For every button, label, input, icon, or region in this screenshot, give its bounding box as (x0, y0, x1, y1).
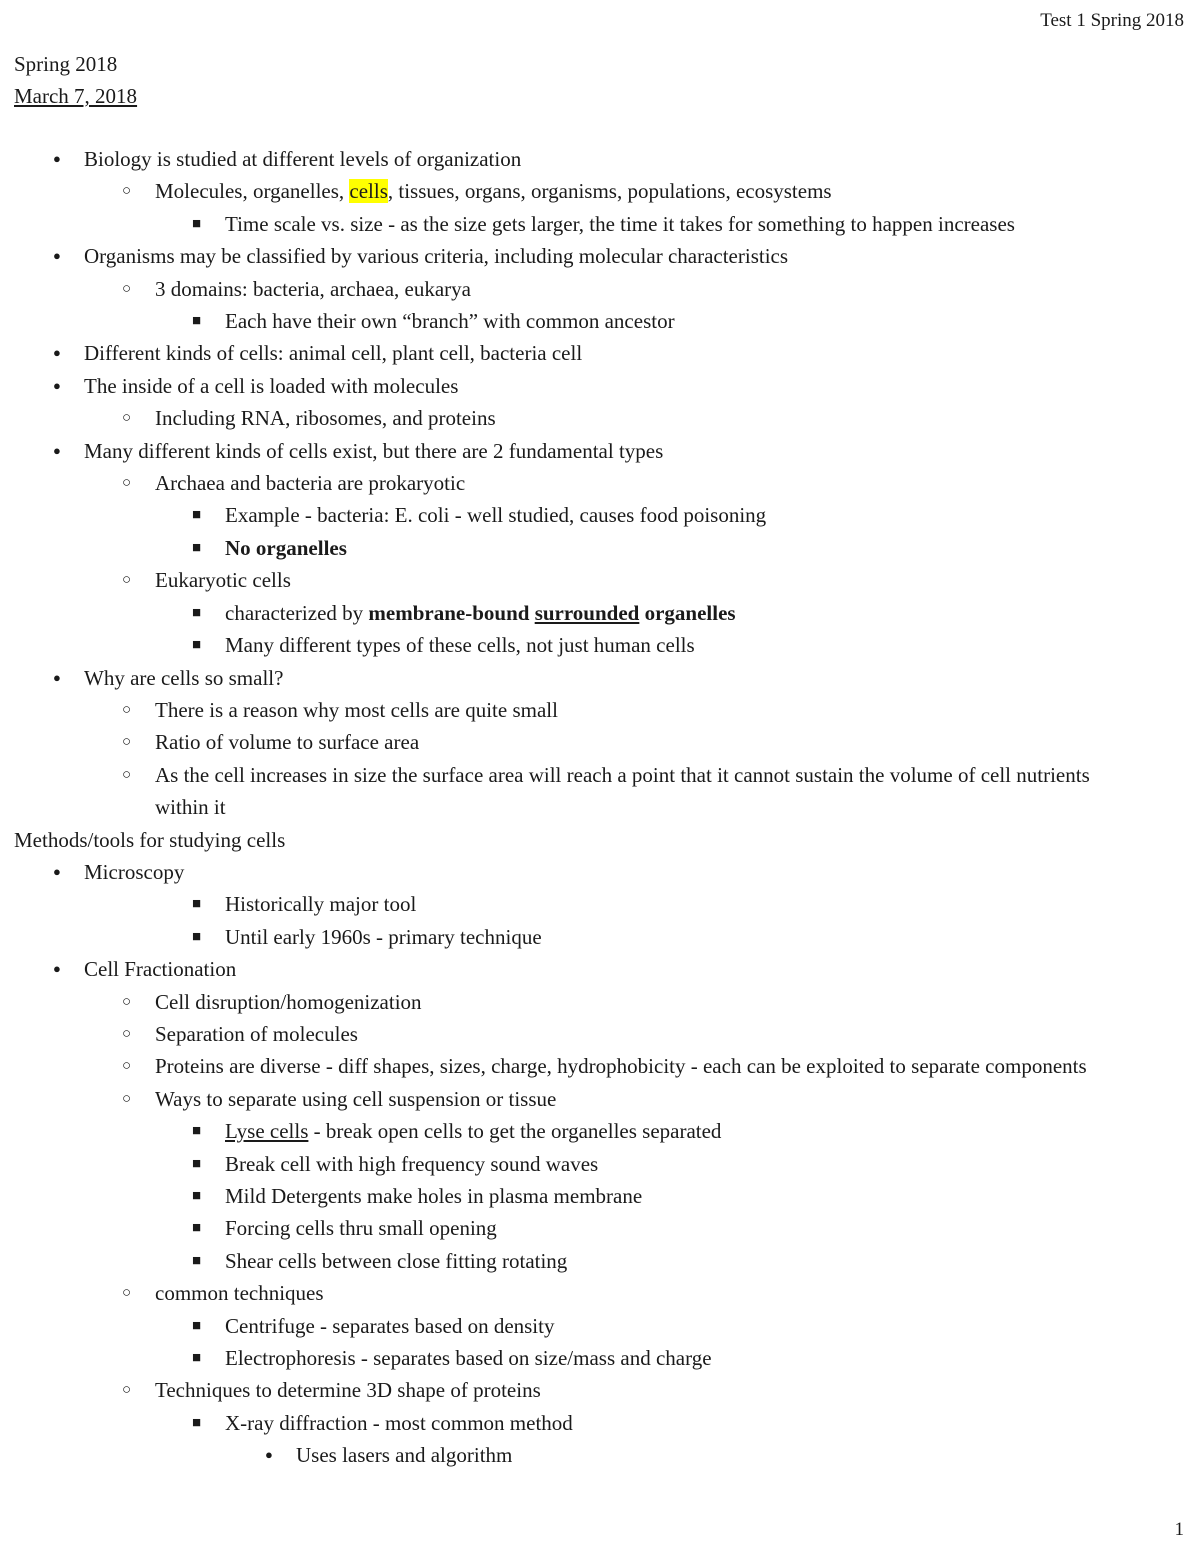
list-item-text: Different kinds of cells: animal cell, plant cell, bacteria cell (84, 341, 583, 366)
list-item (0, 435, 1200, 467)
text-run: Molecules, organelles, (155, 179, 350, 204)
list-item (0, 370, 1200, 402)
list-item (0, 273, 1200, 305)
underlined-term: Lyse cells (225, 1119, 309, 1144)
list-item-text: Biology is studied at different levels of organization (84, 147, 522, 171)
list-item-text: Cell Fractionation (84, 957, 237, 982)
list-item-text: Time scale vs. size - as the size gets larger, the time it takes for something to happen increases (225, 211, 1015, 236)
list-item (0, 1277, 1200, 1309)
list-item-text (225, 597, 736, 629)
text-run: characterized by (225, 600, 369, 625)
bullet-circle-icon: ○ (122, 734, 132, 751)
list-item-text: Proteins are diverse - diff shapes, sizes, charge, hydrophobicity - each can be exploited to separate components (155, 1054, 1087, 1079)
lecture-date: March 7, 2018 (14, 84, 138, 108)
list-item-text (225, 1115, 721, 1147)
bullet-circle-icon: ○ (122, 766, 132, 783)
list-item-text: Forcing cells thru small opening (225, 1216, 497, 1241)
list-item (0, 499, 1200, 531)
bullet-disc-icon: ● (53, 863, 61, 879)
bullet-circle-icon: ○ (122, 572, 132, 589)
list-item (0, 1245, 1200, 1277)
bullet-circle-icon: ○ (122, 1382, 132, 1399)
list-item-text: The inside of a cell is loaded with molecules (84, 373, 459, 398)
bullet-square-icon: ■ (192, 1317, 202, 1334)
doc-heading (14, 48, 137, 112)
list-item-text: Many different kinds of cells exist, but there are 2 fundamental types (84, 438, 664, 463)
list-item (0, 143, 1200, 175)
bullet-square-icon: ■ (192, 896, 202, 913)
list-item (0, 1342, 1200, 1374)
list-item (0, 1374, 1200, 1406)
list-item-text: Shear cells between close fitting rotating (225, 1248, 568, 1273)
bullet-square-icon: ■ (192, 1252, 202, 1269)
list-item-text: common techniques (155, 1281, 324, 1306)
bullet-circle-icon: ○ (122, 475, 132, 492)
term-title: Spring 2018 (14, 52, 118, 76)
bullet-square-icon: ■ (192, 507, 202, 524)
bullet-square-icon: ■ (192, 1220, 202, 1237)
list-item-text: Break cell with high frequency sound waves (225, 1151, 599, 1176)
bullet-square-icon: ■ (192, 1414, 202, 1431)
list-item (0, 856, 1200, 888)
list-item (0, 402, 1200, 434)
list-item (0, 1050, 1200, 1082)
list-item-text (225, 532, 347, 564)
list-item-text: Microscopy (84, 859, 185, 884)
text-run: , tissues, organs, organisms, populations, ecosystems (387, 179, 832, 204)
list-item-text: X-ray diffraction - most common method (225, 1410, 573, 1435)
bullet-circle-icon: ○ (122, 1285, 132, 1302)
list-item-text: Example - bacteria: E. coli - well studied, causes food poisoning (225, 503, 767, 528)
bold-term: No organelles (225, 535, 347, 560)
bullet-square-icon: ■ (192, 1188, 202, 1204)
bullet-disc-icon: ● (53, 669, 61, 685)
list-item (0, 1148, 1200, 1180)
bullet-square-icon: ■ (192, 1155, 202, 1172)
list-item-text: Eukaryotic cells (155, 568, 291, 593)
list-item-text: Including RNA, ribosomes, and proteins (155, 406, 496, 431)
bullet-square-icon: ■ (192, 313, 202, 330)
list-item-text: Ratio of volume to surface area (155, 730, 420, 755)
list-item-text: Separation of molecules (155, 1021, 358, 1046)
bullet-circle-icon: ○ (122, 701, 132, 718)
list-item (0, 888, 1200, 920)
list-item (0, 1407, 1200, 1439)
list-item (0, 662, 1200, 694)
bullet-disc-icon: ● (53, 151, 61, 166)
list-item (0, 1310, 1200, 1342)
list-item-text: Archaea and bacteria are prokaryotic (155, 471, 466, 496)
list-item (0, 1212, 1200, 1244)
list-item-text: Until early 1960s - primary technique (225, 924, 542, 949)
list-item (0, 726, 1200, 758)
section-heading (0, 824, 1200, 856)
list-item (0, 1018, 1200, 1050)
list-item (0, 1115, 1200, 1147)
list-item-text: Uses lasers and algorithm (296, 1443, 513, 1468)
list-item (0, 1439, 1200, 1471)
list-item-text: Historically major tool (225, 892, 417, 917)
notes-list (0, 143, 1200, 1472)
bullet-circle-icon: ○ (122, 183, 132, 200)
list-item-text: As the cell increases in size the surface area will reach a point that it cannot sustain the volume of cell nutrients within it (155, 762, 1090, 820)
bullet-disc-icon: ● (53, 961, 61, 977)
list-item-text: Techniques to determine 3D shape of proteins (155, 1378, 541, 1403)
bullet-square-icon: ■ (192, 215, 202, 232)
list-item-text: Centrifuge - separates based on density (225, 1313, 555, 1338)
list-item-text: Ways to separate using cell suspension or tissue (155, 1086, 557, 1111)
list-item (0, 1083, 1200, 1115)
bullet-circle-icon: ○ (122, 1090, 132, 1107)
page-number: 1 (1174, 1519, 1184, 1540)
bullet-square-icon: ■ (192, 539, 202, 556)
bullet-disc-icon: ● (53, 442, 61, 458)
bullet-disc-icon: ● (53, 248, 61, 264)
list-item (0, 467, 1200, 499)
list-item (0, 629, 1200, 661)
bullet-disc-icon: ● (265, 1447, 273, 1463)
bullet-square-icon: ■ (192, 1350, 202, 1367)
bullet-circle-icon: ○ (122, 1058, 132, 1075)
bullet-square-icon: ■ (192, 637, 202, 654)
list-item (0, 564, 1200, 596)
bullet-circle-icon: ○ (122, 1025, 132, 1042)
list-item-text: Many different types of these cells, not just human cells (225, 633, 695, 658)
list-item-text: Electrophoresis - separates based on size/mass and charge (225, 1346, 712, 1371)
bold-term: organelles (639, 600, 736, 625)
list-item (0, 921, 1200, 953)
list-item (0, 759, 1200, 824)
list-item-text: Why are cells so small? (84, 665, 284, 690)
list-item (0, 953, 1200, 985)
list-item (0, 986, 1200, 1018)
list-item (0, 1180, 1200, 1212)
list-item-text: 3 domains: bacteria, archaea, eukarya (155, 276, 471, 301)
list-item (0, 305, 1200, 337)
bullet-disc-icon: ● (53, 377, 61, 393)
bullet-circle-icon: ○ (122, 280, 132, 297)
list-item-text: Mild Detergents make holes in plasma membrane (225, 1184, 643, 1208)
list-item (0, 175, 1200, 207)
list-item (0, 240, 1200, 272)
list-item (0, 694, 1200, 726)
list-item-text: Each have their own “branch” with common ancestor (225, 309, 675, 334)
list-item (0, 337, 1200, 369)
list-item-text: Cell disruption/homogenization (155, 989, 422, 1014)
bullet-circle-icon: ○ (122, 410, 132, 427)
bullet-square-icon: ■ (192, 604, 202, 621)
list-item-text: Methods/tools for studying cells (14, 827, 286, 852)
page-header: Test 1 Spring 2018 (1040, 10, 1184, 31)
bold-term: membrane-bound (368, 600, 535, 625)
bold-underlined-term: surrounded (534, 600, 640, 625)
bullet-circle-icon: ○ (122, 993, 132, 1010)
highlighted-term: cells (349, 179, 388, 204)
list-item (0, 597, 1200, 629)
text-run: - break open cells to get the organelles separated (308, 1119, 722, 1144)
bullet-disc-icon: ● (53, 345, 61, 361)
bullet-square-icon: ■ (192, 928, 202, 945)
list-item (0, 208, 1200, 240)
list-item (0, 532, 1200, 564)
bullet-square-icon: ■ (192, 1123, 202, 1140)
list-item-text: There is a reason why most cells are quite small (155, 697, 558, 722)
list-item-text (155, 175, 832, 207)
list-item-text: Organisms may be classified by various criteria, including molecular characteristics (84, 244, 789, 269)
